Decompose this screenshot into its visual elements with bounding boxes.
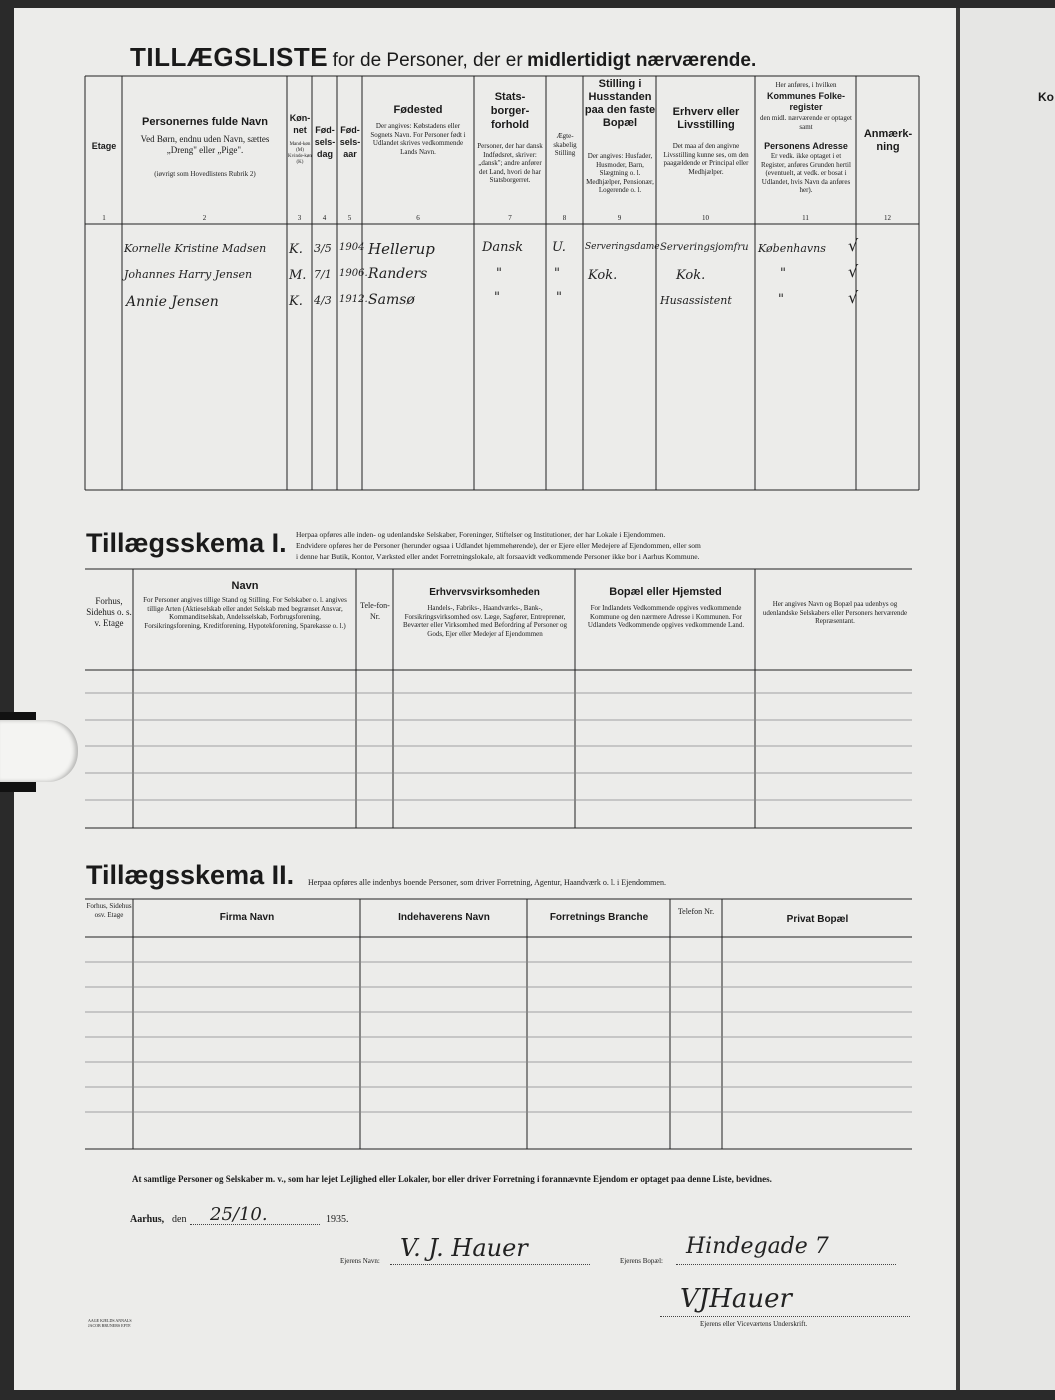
ejer-navn-signature: V. J. Hauer <box>400 1234 528 1262</box>
header-etage: Etage <box>91 141 117 151</box>
header-foedselsdag: Fød-sels-dag <box>314 125 336 159</box>
header-erhverv-note: Det maa af den angivne Livsstilling kunne ses, om den paagældende er Principal eller Medhjælper. <box>663 142 749 176</box>
header-foedselsaar: Fød-sels-aar <box>339 125 361 159</box>
s1-header-navn-note: For Personer angives tillige Stand og Stilling. For Selskaber o. l. angives tillige Arten (Aktieselskab eller andet Selskab med begrænset Ansvar, Kommanditselskab, Andelsselskab, Forbrugsforening, Forsikringsforening, Kreditforening, Hypotekforening, Sparekasse o. l.) <box>143 596 347 630</box>
s2-header-forhus: Forhus, Sidehus osv. Etage <box>86 902 132 919</box>
header-aegte: Ægte-skabelig Stilling <box>553 132 577 157</box>
skema1-intro-1: Herpaa opføres alle inden- og udenlandske Selskaber, Foreninger, Stiftelser og Institutioner, der har Lokale i Ejendommen. <box>296 530 666 539</box>
header-stilling: Stilling i Husstanden paa den faste Bopæl <box>584 78 656 129</box>
cell-stats: Dansk <box>482 240 524 255</box>
cell-stilling: Serveringsdame <box>585 242 660 252</box>
cell-anm: √ <box>848 262 859 281</box>
s1-header-erhverv: Erhvervsvirksomheden <box>429 587 540 598</box>
s1-header-forhus: Forhus, Sidehus o. s. v. Etage <box>86 596 132 628</box>
page-tab <box>0 720 78 782</box>
header-stats-note: Personer, der har dansk Indfødsret, skriver: „dansk"; andre anfører det Land, hvori de har Statsborgerret. <box>477 142 543 184</box>
header-folkereg-note: Er vedk. ikke optaget i et Register, anføres Grunden hertil (eventuelt, at vedk. er bosat i Udlandet, hvis Navn da anføres her). <box>761 152 851 194</box>
cell-folkereg: " <box>780 266 786 281</box>
col-number: 3 <box>297 214 302 222</box>
col-number: 9 <box>617 214 622 222</box>
s2-header-indeh: Indehaverens Navn <box>398 912 490 923</box>
cell-dag: 3/5 <box>314 242 332 255</box>
underskrift-label: Ejerens eller Viceværtens Underskrift. <box>700 1320 808 1328</box>
cell-navn: Annie Jensen <box>126 294 219 310</box>
footer-year: 1935. <box>326 1214 349 1225</box>
cell-aar: 1904 <box>339 242 365 253</box>
header-foedested-note: Der angives: Købstadens eller Sognets Navn. For Personer født i Udlandet skrives vedkommende Lands Navn. <box>370 122 466 156</box>
header-folkereg-mid: den midl. nærværende er optaget samt <box>760 114 852 131</box>
cell-stats: " <box>496 266 502 281</box>
cell-navn: Johannes Harry Jensen <box>124 268 253 281</box>
cell-foedested: Randers <box>368 266 428 282</box>
cell-aegte: U. <box>552 240 566 255</box>
s1-header-bopael: Bopæl eller Hjemsted <box>609 586 722 598</box>
cell-anm: √ <box>848 236 859 255</box>
skema2-title: Tillægsskema II. <box>86 860 295 890</box>
header-erhverv: Erhverv eller Livsstilling <box>672 106 740 131</box>
s2-header-branche: Forretnings Branche <box>549 912 649 923</box>
page-title: TILLÆGSLISTE for de Personer, der er midlertidigt nærværende. <box>130 42 757 72</box>
footer-den: den <box>172 1214 187 1225</box>
ejer-navn-label: Ejerens Navn: <box>340 1257 380 1265</box>
cell-foedested: Hellerup <box>368 240 435 258</box>
s1-header-bopael-note: For Indlandets Vedkommende opgives vedkommende Kommune og den nærmere Adresse i Kommunen. For Udlandets Vedkommende opgives vedkommende Land. <box>587 604 745 629</box>
footer-date: 25/10. <box>210 1204 268 1225</box>
cell-folkereg: " <box>778 292 784 307</box>
cell-stilling: Kok. <box>588 268 618 283</box>
printer-mark: AAGE KJELDS ANNALS JACOB BRUNERS EFTF. <box>88 1318 132 1328</box>
col-number: 6 <box>416 214 420 222</box>
skema1-title: Tillægsskema I. <box>86 528 287 558</box>
col-number: 2 <box>202 214 207 222</box>
col-number: 1 <box>102 214 106 222</box>
ejer-bopael-hand: Hindegade 7 <box>686 1234 829 1259</box>
cell-erhverv: Husassistent <box>660 294 732 307</box>
s1-header-navn: Navn <box>231 580 259 592</box>
next-page-fragment: Ko <box>1038 90 1054 104</box>
cell-erhverv: Serveringsjomfru <box>660 242 749 253</box>
cell-dag: 7/1 <box>314 268 332 281</box>
cell-koen: M. <box>289 268 307 283</box>
ejer-bopael-label: Ejerens Bopæl: <box>620 1257 663 1265</box>
header-koen: Køn-net <box>289 113 311 135</box>
header-anm: Anmærk-ning <box>863 128 913 153</box>
header-koen-note: Mand-køn (M) Kvinde-køn (K) <box>288 142 312 165</box>
underskrift-line <box>660 1316 910 1317</box>
ejer-navn-line <box>390 1264 590 1265</box>
cell-aar: 1906. <box>339 268 368 279</box>
cell-aegte: " <box>556 290 562 305</box>
cell-koen: K. <box>289 294 303 309</box>
skema1-intro-2: Endvidere opføres her de Personer (herunder ogsaa i Udlandet hjemmehørende), der er Ejere eller Medejere af Ejendommen, eller som <box>296 541 701 550</box>
header-folkereg-top: Her anføres, i hvilken <box>775 81 837 89</box>
s2-header-privat: Privat Bopæl <box>786 914 849 925</box>
header-stilling-note: Der angives: Husfader, Husmoder, Barn, Slægtning o. l. Medhjælper, Pensionær, Logerende o. l. <box>586 152 654 194</box>
s2-header-firma: Firma Navn <box>219 912 275 923</box>
s1-header-telefon: Tele-fon-Nr. <box>360 601 390 621</box>
col-number: 11 <box>802 214 809 222</box>
cell-foedested: Samsø <box>368 292 415 308</box>
header-foedested: Fødested <box>393 104 443 116</box>
col-number: 8 <box>562 214 567 222</box>
cell-erhverv: Kok. <box>676 268 706 283</box>
skema2-intro: Herpaa opføres alle indenbys boende Personer, som driver Forretning, Agentur, Haandværk o. l. i Ejendommen. <box>308 878 666 887</box>
col-number: 4 <box>322 214 327 222</box>
cell-aar: 1912. <box>339 294 368 305</box>
header-stats: Stats-borger-forhold <box>490 91 530 131</box>
header-navn-note: Ved Børn, endnu uden Navn, sættes „Dreng" eller „Pige". <box>140 134 270 155</box>
header-folkereg-adr: Personens Adresse <box>764 141 848 151</box>
header-folkereg: Kommunes Folke-register <box>766 91 845 112</box>
cell-stats: " <box>494 290 500 305</box>
cell-aegte: " <box>554 266 560 281</box>
col-number: 12 <box>884 214 891 222</box>
cell-anm: √ <box>848 288 859 307</box>
skema1-intro-3: i denne har Butik, Kontor, Værksted eller andet Forretningslokale, alt forsaavidt vedkommende Personer ikke bor i Aarhus Kommune. <box>296 552 700 561</box>
underskrift-signature: VJHauer <box>680 1284 792 1314</box>
col-number: 5 <box>347 214 352 222</box>
footer-statement: At samtlige Personer og Selskaber m. v., som har lejet Lejlighed eller Lokaler, bor eller driver Forretning i forannævnte Ejendom er optaget paa denne Liste, bevidnes. <box>132 1174 772 1184</box>
header-navn-note2: (iøvrigt som Hovedlistens Rubrik 2) <box>154 170 256 178</box>
date-line <box>190 1224 320 1225</box>
header-navn: Personernes fulde Navn <box>142 116 268 128</box>
col-number: 10 <box>702 214 709 222</box>
cell-koen: K. <box>289 242 303 257</box>
cell-dag: 4/3 <box>314 294 332 307</box>
s1-header-repr: Her angives Navn og Bopæl paa udenbys og udenlandske Selskabers eller Personers herværende Repræsentant. <box>762 600 908 625</box>
s2-header-telefon: Telefon Nr. <box>677 907 715 916</box>
col-number: 7 <box>508 214 512 222</box>
footer-place: Aarhus, <box>130 1214 165 1225</box>
cell-folkereg: Københavns <box>758 242 826 255</box>
ejer-bopael-line <box>676 1264 896 1265</box>
s1-header-erhverv-note: Handels-, Fabriks-, Haandværks-, Bank-, Forsikringsvirksomhed osv. Læge, Sagfører, Entreprenør, Beværter eller Virksomhed med Befordring af Personer og Gods, Ejer eller Medejer af Ejendommen <box>402 604 568 638</box>
cell-navn: Kornelle Kristine Madsen <box>124 242 267 255</box>
